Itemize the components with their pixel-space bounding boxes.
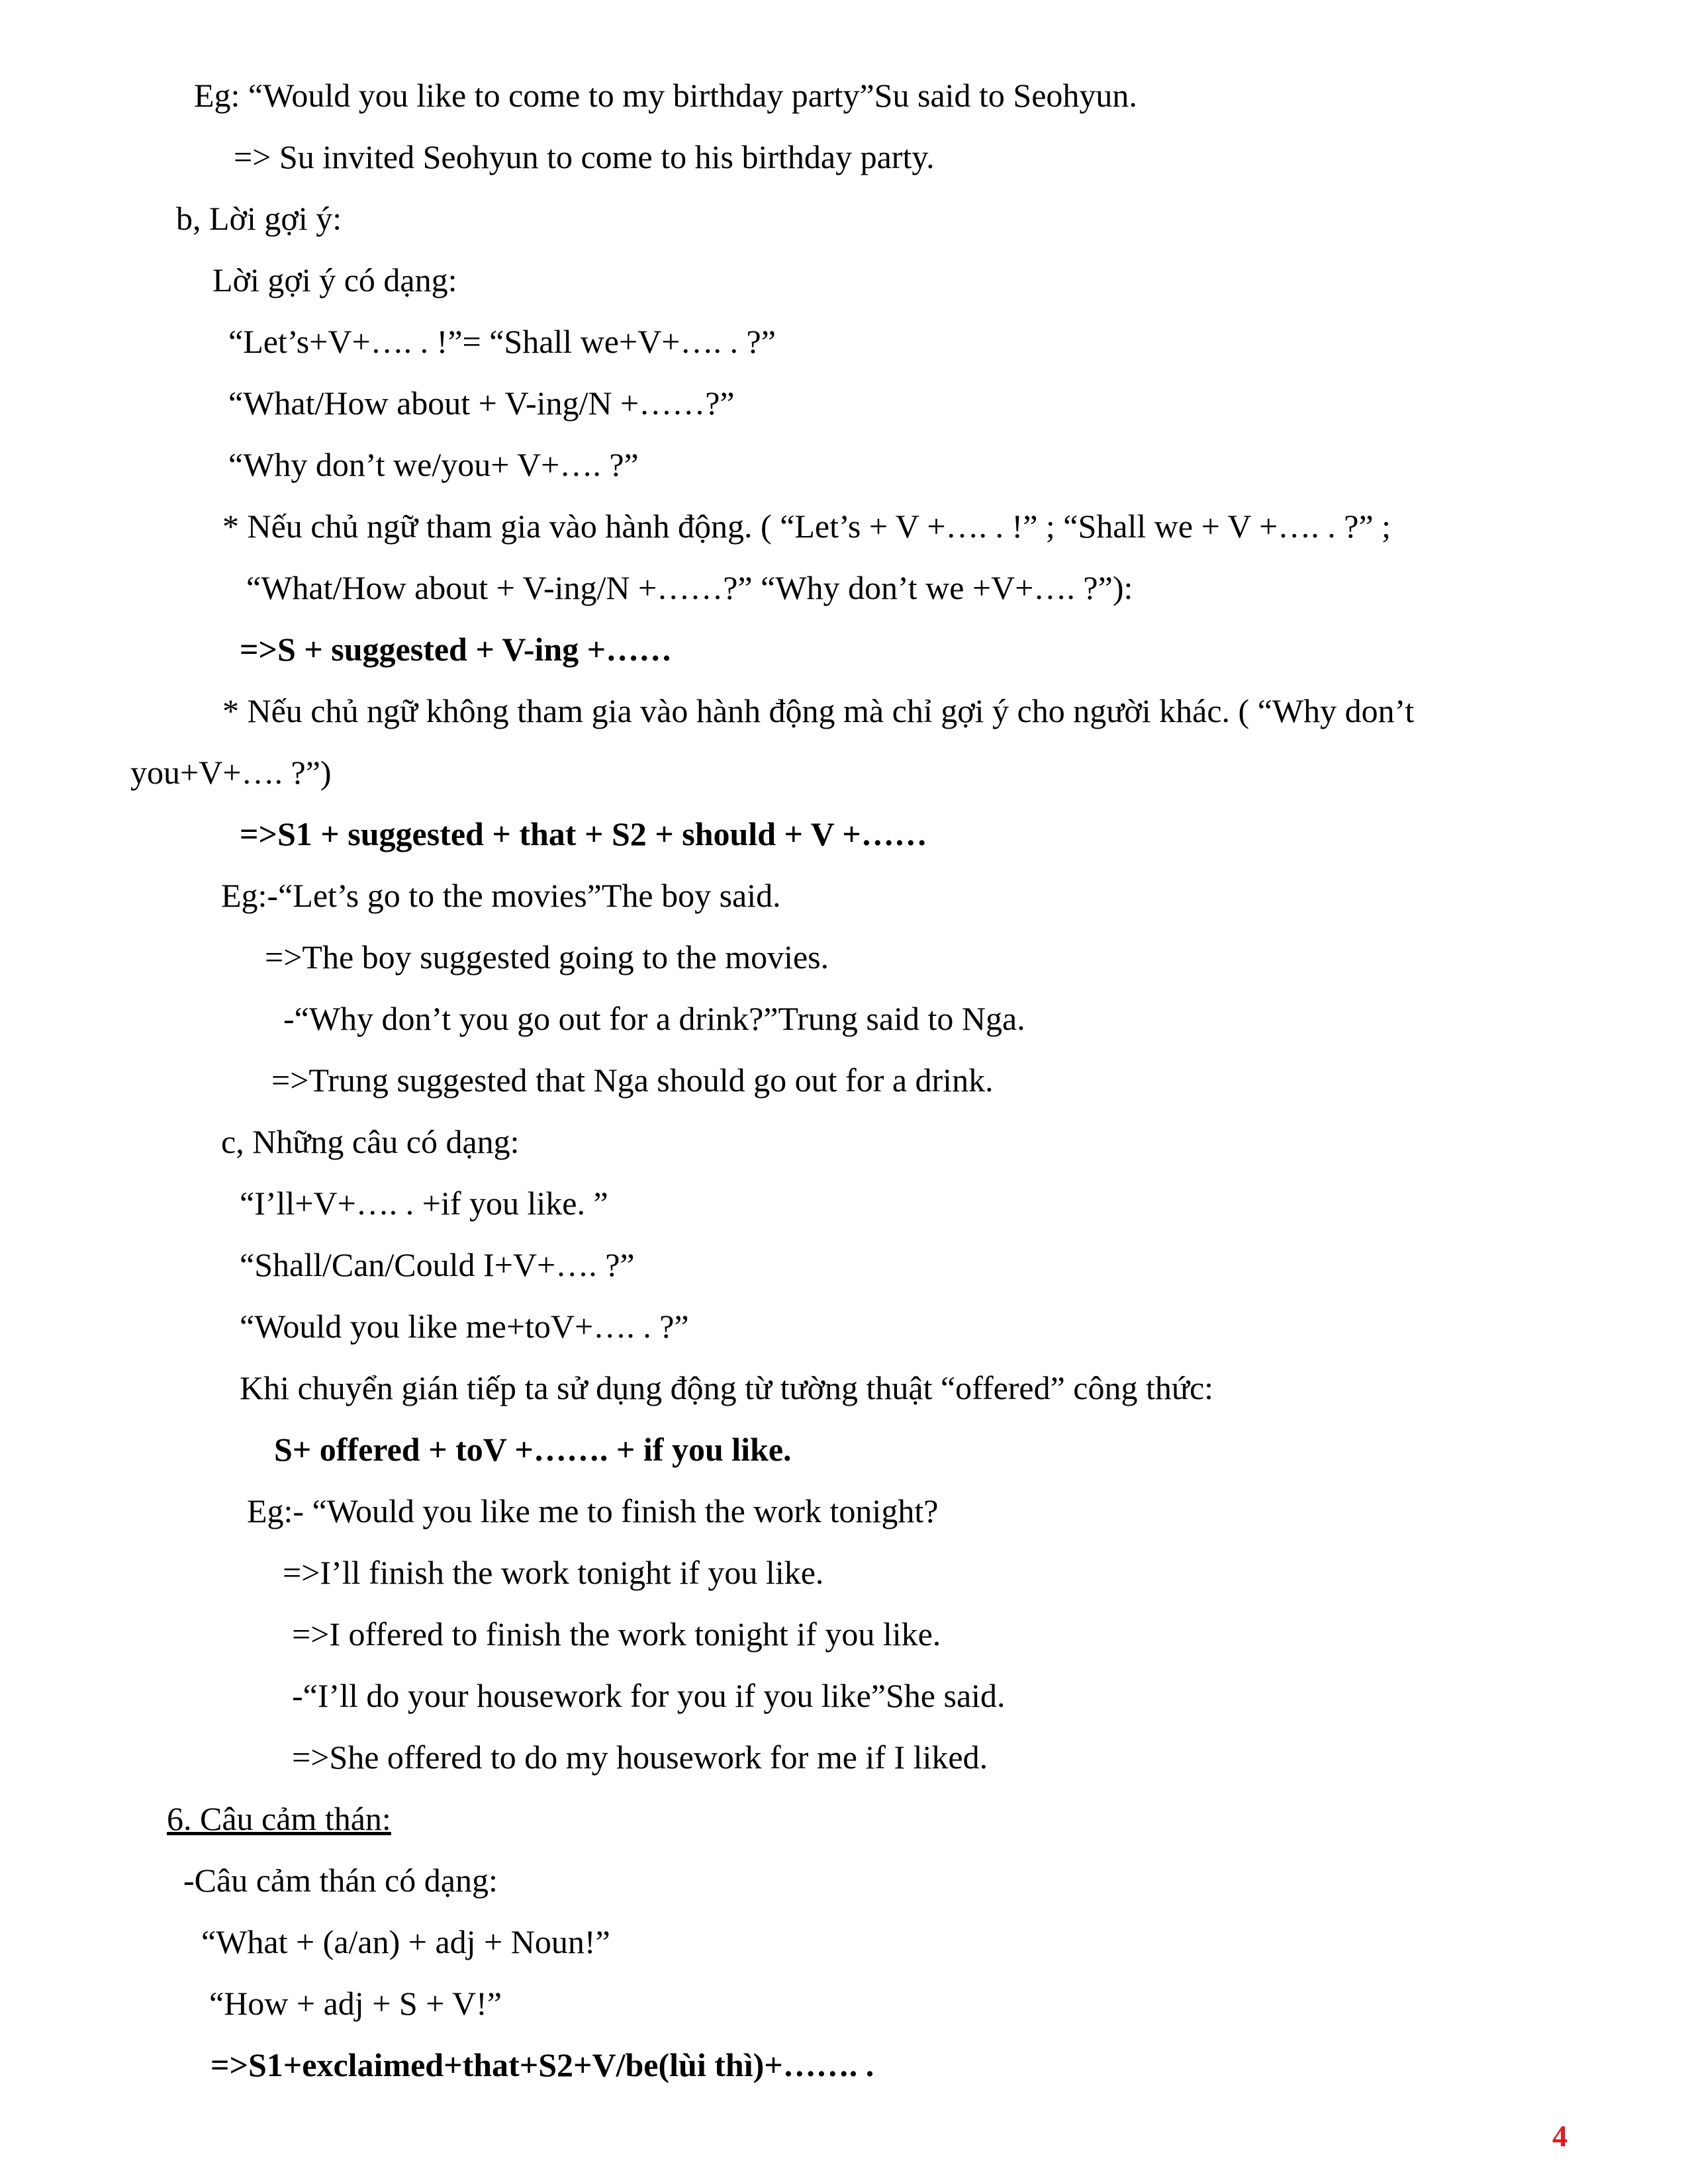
formula-offered: S+ offered + toV +……. + if you like. [274,1431,792,1468]
suggestion-form-lets: “Let’s+V+…. . !”= “Shall we+V+…. . ?” [228,323,776,360]
example-offer-housework-result: =>She offered to do my housework for me if I liked. [292,1739,988,1776]
page-number: 4 [1552,2119,1568,2153]
exclamation-form-intro: -Câu cảm thán có dạng: [183,1862,498,1899]
example-lets-movies-result: =>The boy suggested going to the movies. [265,938,829,976]
exclamation-form-what: “What + (a/an) + adj + Noun!” [201,1923,610,1960]
suggestion-form-what-about: “What/How about + V-ing/N +……?” [228,385,735,422]
example-offer-housework: -“I’ll do your housework for you if you like”She said. [292,1677,1006,1714]
example-why-dont-drink-result: =>Trung suggested that Nga should go out for a drink. [271,1062,994,1099]
rule-subject-participates: * Nếu chủ ngữ tham gia vào hành động. ( “Let’s + V +…. . !” ; “Shall we + V +…. . ?” ; [222,508,1391,545]
formula-suggested-should: =>S1 + suggested + that + S2 + should + V +…… [240,815,927,852]
exclamation-form-how: “How + adj + S + V!” [209,1985,502,2022]
offer-rule-intro: Khi chuyển gián tiếp ta sử dụng động từ tường thuật “offered” công thức: [240,1369,1214,1406]
example-offer-result: =>I offered to finish the work tonight if you like. [292,1615,941,1653]
formula-suggested-ving: =>S + suggested + V-ing +…… [240,631,673,668]
formula-exclaimed: =>S1+exclaimed+that+S2+V/be(lùi thì)+……. . [211,2046,874,2083]
section-c-heading: c, Những câu có dạng: [221,1123,520,1160]
offer-form-shall-can: “Shall/Can/Could I+V+…. ?” [240,1246,635,1283]
example-invite-sentence: Eg: “Would you like to come to my birthday party”Su said to Seohyun. [194,77,1137,114]
section-6-heading: 6. Câu cảm thán: [167,1800,391,1837]
example-offer-question: Eg:- “Would you like me to finish the work tonight? [247,1492,939,1529]
example-invite-result: => Su invited Seohyun to come to his birthday party. [234,138,935,175]
section-b-heading: b, Lời gợi ý: [176,200,342,237]
suggestion-form-why-dont: “Why don’t we/you+ V+…. ?” [228,446,639,483]
example-lets-movies: Eg:-“Let’s go to the movies”The boy said. [221,877,781,914]
example-why-dont-drink: -“Why don’t you go out for a drink?”Trung said to Nga. [283,1000,1025,1037]
example-offer-ill: =>I’ll finish the work tonight if you like. [283,1554,824,1591]
rule-subject-not-participates-cont: you+V+…. ?”) [130,754,332,791]
offer-form-ill: “I’ll+V+…. . +if you like. ” [240,1185,608,1222]
suggestion-form-intro: Lời gợi ý có dạng: [212,261,457,298]
offer-form-would-you-like: “Would you like me+toV+…. . ?” [240,1308,689,1345]
rule-subject-participates-cont: “What/How about + V-ing/N +……?” “Why don’t we +V+…. ?”): [246,569,1133,606]
rule-subject-not-participates: * Nếu chủ ngữ không tham gia vào hành động mà chỉ gợi ý cho người khác. ( “Why don’t [222,692,1415,729]
